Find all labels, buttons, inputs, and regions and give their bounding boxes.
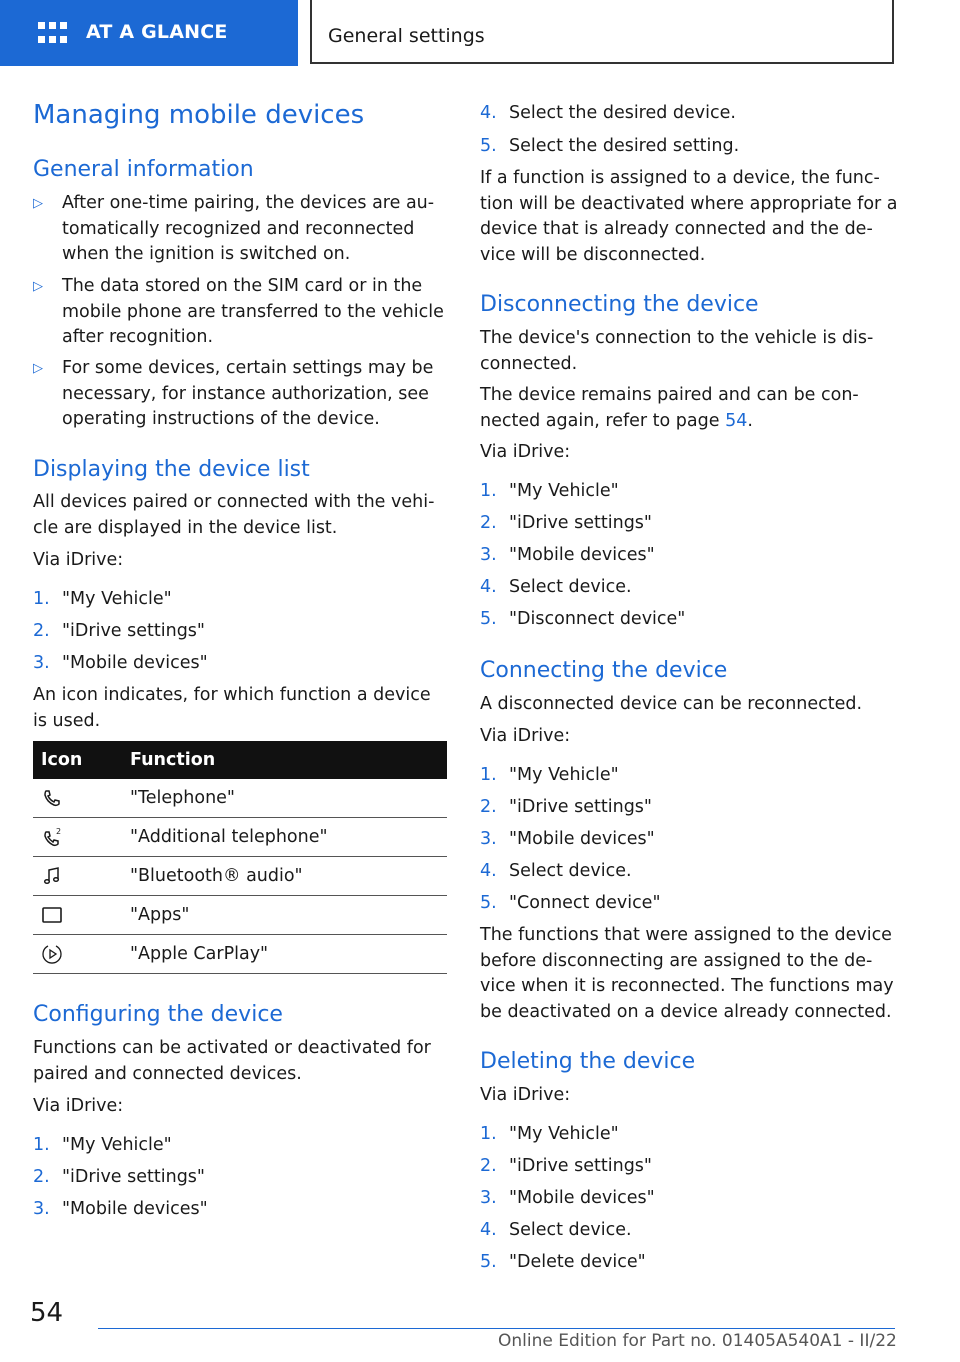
edition-text: Online Edition for Part no. 01405A540A1 - II/22 xyxy=(498,1331,897,1351)
table-row: "Apple CarPlay" xyxy=(33,935,447,974)
page-number: 54 xyxy=(30,1298,64,1328)
chapter-title: General settings xyxy=(328,25,485,47)
paragraph: The device remains paired and can be connected again, refer to page 54. xyxy=(480,385,859,431)
via-idrive-label: Via iDrive: xyxy=(480,1085,571,1105)
page-header xyxy=(0,0,960,66)
footer-divider xyxy=(98,1328,895,1329)
triangle-bullet-icon: ▷ xyxy=(33,361,43,376)
heading-connecting-device: Connecting the device xyxy=(480,658,728,683)
table-row: "Apps" xyxy=(33,896,447,935)
section-tab[interactable] xyxy=(0,0,298,64)
paragraph: An icon indicates, for which function a device is used. xyxy=(33,685,431,731)
via-idrive-label: Via iDrive: xyxy=(33,1096,124,1116)
header-underline xyxy=(0,64,298,66)
heading-general-information: General information xyxy=(33,157,254,182)
table-header-row xyxy=(33,741,447,779)
paragraph: If a function is assigned to a device, the function will be deactivated where appropriate for a device that is already connected and the device will be disconnected. xyxy=(480,168,898,265)
triangle-bullet-icon: ▷ xyxy=(33,279,43,294)
section-label: AT A GLANCE xyxy=(86,21,228,43)
column-header-function: Function xyxy=(130,741,447,779)
paragraph: A disconnected device can be reconnected. xyxy=(480,694,863,714)
paragraph: The functions that were assigned to the device before disconnecting are assigned to the device when it is reconnected. The functions may be deactivated on a device already connected. xyxy=(480,925,894,1022)
apps-icon xyxy=(41,904,63,926)
paragraph: The device's connection to the vehicle is disconnected. xyxy=(480,328,874,374)
heading-displaying-device-list: Displaying the device list xyxy=(33,457,310,482)
device-function-table xyxy=(33,741,447,974)
via-idrive-label: Via iDrive: xyxy=(480,726,571,746)
svg-text:2: 2 xyxy=(56,827,62,836)
via-idrive-label: Via iDrive: xyxy=(33,550,124,570)
heading-configuring-device: Configuring the device xyxy=(33,1002,283,1027)
table-row: 2 "Additional telephone" xyxy=(33,818,447,857)
grid-icon xyxy=(38,20,66,44)
triangle-bullet-icon: ▷ xyxy=(33,196,43,211)
additional-telephone-icon xyxy=(41,826,63,848)
heading-disconnecting-device: Disconnecting the device xyxy=(480,292,759,317)
heading-deleting-device: Deleting the device xyxy=(480,1049,696,1074)
page-title: Managing mobile devices xyxy=(33,100,365,130)
table-row: "Telephone" xyxy=(33,779,447,818)
table-row: "Bluetooth® audio" xyxy=(33,857,447,896)
chapter-title-box xyxy=(310,0,894,64)
column-header-icon: Icon xyxy=(33,741,130,779)
music-note-icon xyxy=(41,865,63,887)
telephone-icon xyxy=(41,787,63,809)
carplay-icon xyxy=(41,943,63,965)
paragraph: All devices paired or connected with the vehicle are displayed in the device list. xyxy=(33,492,435,538)
page-reference-link[interactable]: 54 xyxy=(725,410,748,431)
paragraph: Functions can be activated or deactivated for paired and connected devices. xyxy=(33,1038,431,1084)
via-idrive-label: Via iDrive: xyxy=(480,442,571,462)
